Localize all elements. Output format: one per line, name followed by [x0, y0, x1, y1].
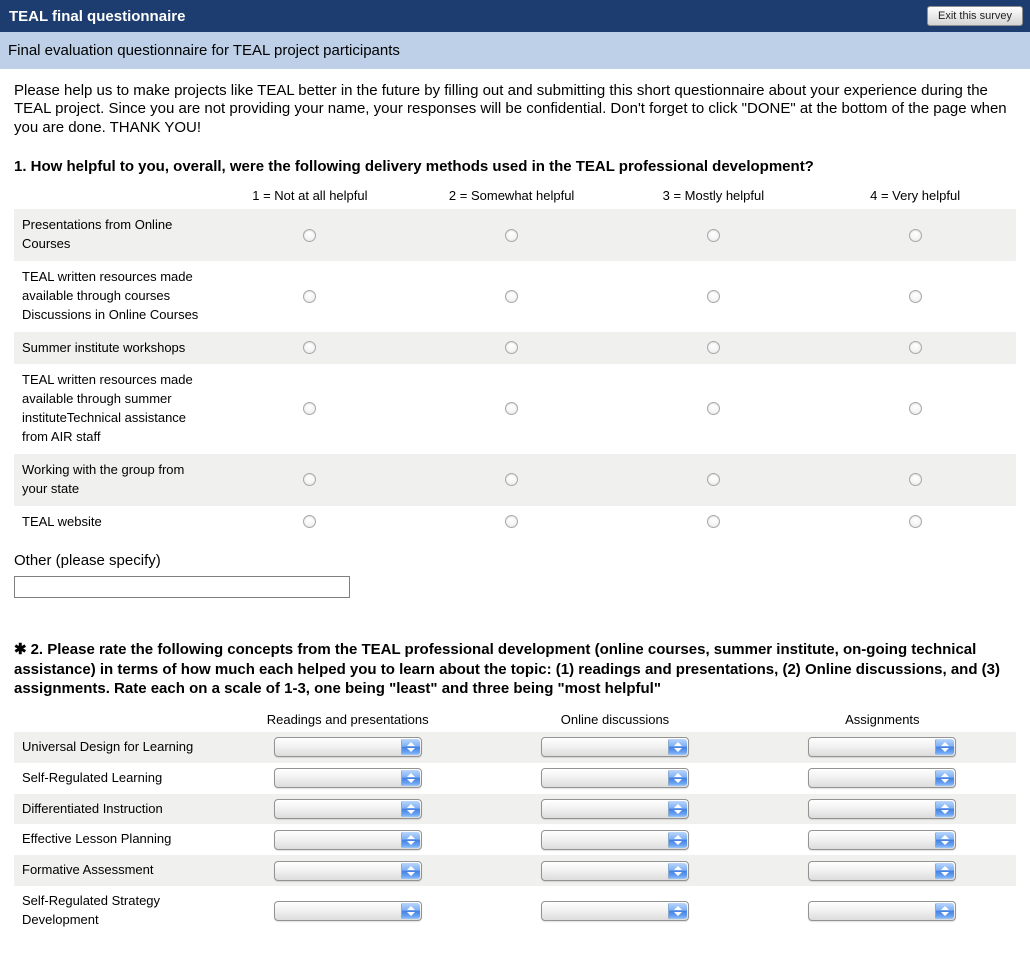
question-1 — [14, 157, 1016, 598]
select-stepper-icon — [401, 801, 420, 817]
select-stepper-icon — [668, 863, 687, 879]
question-1-title: 1. How helpful to you, overall, were the following delivery methods used in the TEAL professional development? — [14, 157, 814, 175]
matrix-row — [14, 454, 1016, 506]
select-stepper-icon — [668, 739, 687, 755]
rating-select[interactable] — [808, 861, 956, 881]
select-stepper-icon — [668, 770, 687, 786]
page-title: Final evaluation questionnaire for TEAL project participants — [8, 42, 400, 59]
matrix-row — [14, 261, 1016, 332]
column-header: 1 = Not at all helpful — [252, 188, 368, 204]
rating-select[interactable] — [274, 737, 422, 757]
radio-button[interactable] — [505, 402, 518, 415]
matrix-row — [14, 763, 1016, 794]
select-stepper-icon — [401, 903, 420, 919]
select-stepper-icon — [401, 832, 420, 848]
row-label: Formative Assessment — [22, 862, 154, 878]
row-label: TEAL website — [22, 513, 102, 529]
matrix-row — [14, 732, 1016, 763]
select-stepper-icon — [935, 903, 954, 919]
column-header: 3 = Mostly helpful — [662, 188, 765, 204]
radio-button[interactable] — [505, 515, 518, 528]
select-stepper-icon — [401, 739, 420, 755]
radio-button[interactable] — [505, 473, 518, 486]
question-1-column-headers — [14, 184, 1016, 207]
radio-button[interactable] — [505, 341, 518, 354]
column-header: 4 = Very helpful — [870, 188, 961, 204]
select-stepper-icon — [935, 770, 954, 786]
rating-select[interactable] — [541, 901, 689, 921]
radio-button[interactable] — [303, 290, 316, 303]
question-2-title-text: 2. Please rate the following concepts from the TEAL professional development (online courses, summer institute, on-going technical assistance) in terms of how much each helped you to learn about the topic: (1) readings and presentations, (2) Online discussions, and (3) assignments. Rate each on a scale of 1-3, one being "least" and three being "most helpful" — [14, 641, 1001, 698]
survey-body — [0, 69, 1030, 966]
rating-select[interactable] — [541, 768, 689, 788]
rating-select[interactable] — [808, 737, 956, 757]
select-stepper-icon — [935, 739, 954, 755]
matrix-row — [14, 855, 1016, 886]
rating-select[interactable] — [808, 901, 956, 921]
column-header: Online discussions — [560, 711, 670, 727]
rating-select[interactable] — [808, 799, 956, 819]
exit-survey-button[interactable]: Exit this survey — [927, 6, 1023, 26]
radio-button[interactable] — [707, 515, 720, 528]
survey-title: TEAL final questionnaire — [9, 7, 186, 25]
radio-button[interactable] — [909, 402, 922, 415]
radio-button[interactable] — [505, 290, 518, 303]
radio-button[interactable] — [909, 341, 922, 354]
radio-button[interactable] — [707, 402, 720, 415]
radio-button[interactable] — [707, 290, 720, 303]
matrix-row — [14, 332, 1016, 365]
row-label: TEAL written resources made available through summer instituteTechnical assistance from AIR staff — [22, 372, 193, 444]
row-label: Working with the group from your state — [22, 461, 185, 496]
rating-select[interactable] — [541, 737, 689, 757]
radio-button[interactable] — [303, 229, 316, 242]
select-stepper-icon — [935, 801, 954, 817]
rating-select[interactable] — [274, 799, 422, 819]
column-header: Readings and presentations — [266, 711, 429, 727]
required-asterisk-icon: ✱ — [14, 641, 27, 659]
radio-button[interactable] — [909, 290, 922, 303]
row-label: Effective Lesson Planning — [22, 831, 172, 847]
intro-text: Please help us to make projects like TEAL better in the future by filling out and submitting this short questionnaire about your experience during the TEAL project. Since you are not providing your name, your responses will be confidential. Don't forget to click "DONE" at the bottom of the page when you are done. THANK YOU! — [14, 82, 1007, 136]
question-2 — [14, 640, 1016, 935]
radio-button[interactable] — [909, 515, 922, 528]
row-label: Self-Regulated Learning — [22, 769, 163, 785]
other-specify-input[interactable] — [14, 576, 350, 598]
matrix-row — [14, 209, 1016, 261]
column-header: Assignments — [845, 711, 920, 727]
other-specify-label: Other (please specify) — [14, 552, 161, 570]
rating-select[interactable] — [274, 901, 422, 921]
radio-button[interactable] — [909, 229, 922, 242]
matrix-row — [14, 824, 1016, 855]
row-label: TEAL written resources made available through courses Discussions in Online Courses — [22, 269, 199, 322]
row-label: Summer institute workshops — [22, 339, 186, 355]
radio-button[interactable] — [707, 341, 720, 354]
top-bar — [0, 0, 1030, 32]
select-stepper-icon — [935, 832, 954, 848]
radio-button[interactable] — [505, 229, 518, 242]
select-stepper-icon — [668, 832, 687, 848]
select-stepper-icon — [668, 801, 687, 817]
radio-button[interactable] — [909, 473, 922, 486]
row-label: Presentations from Online Courses — [22, 217, 173, 252]
rating-select[interactable] — [541, 830, 689, 850]
rating-select[interactable] — [808, 768, 956, 788]
rating-select[interactable] — [274, 861, 422, 881]
rating-select[interactable] — [808, 830, 956, 850]
matrix-row — [14, 506, 1016, 539]
question-2-column-headers — [14, 707, 1016, 732]
select-stepper-icon — [401, 863, 420, 879]
row-label: Differentiated Instruction — [22, 800, 163, 816]
radio-button[interactable] — [303, 402, 316, 415]
other-specify-section — [14, 552, 1016, 598]
question-2-title — [14, 640, 1016, 699]
select-stepper-icon — [401, 770, 420, 786]
rating-select[interactable] — [274, 768, 422, 788]
radio-button[interactable] — [707, 229, 720, 242]
rating-select[interactable] — [541, 799, 689, 819]
radio-button[interactable] — [303, 515, 316, 528]
rating-select[interactable] — [274, 830, 422, 850]
select-stepper-icon — [668, 903, 687, 919]
radio-button[interactable] — [707, 473, 720, 486]
radio-button[interactable] — [303, 341, 316, 354]
column-header: 2 = Somewhat helpful — [448, 188, 575, 204]
rating-select[interactable] — [541, 861, 689, 881]
matrix-row — [14, 794, 1016, 825]
page-banner — [0, 32, 1030, 69]
row-label: Self-Regulated Strategy Development — [22, 893, 161, 927]
select-stepper-icon — [935, 863, 954, 879]
radio-button[interactable] — [303, 473, 316, 486]
matrix-row — [14, 364, 1016, 453]
row-label: Universal Design for Learning — [22, 738, 194, 754]
